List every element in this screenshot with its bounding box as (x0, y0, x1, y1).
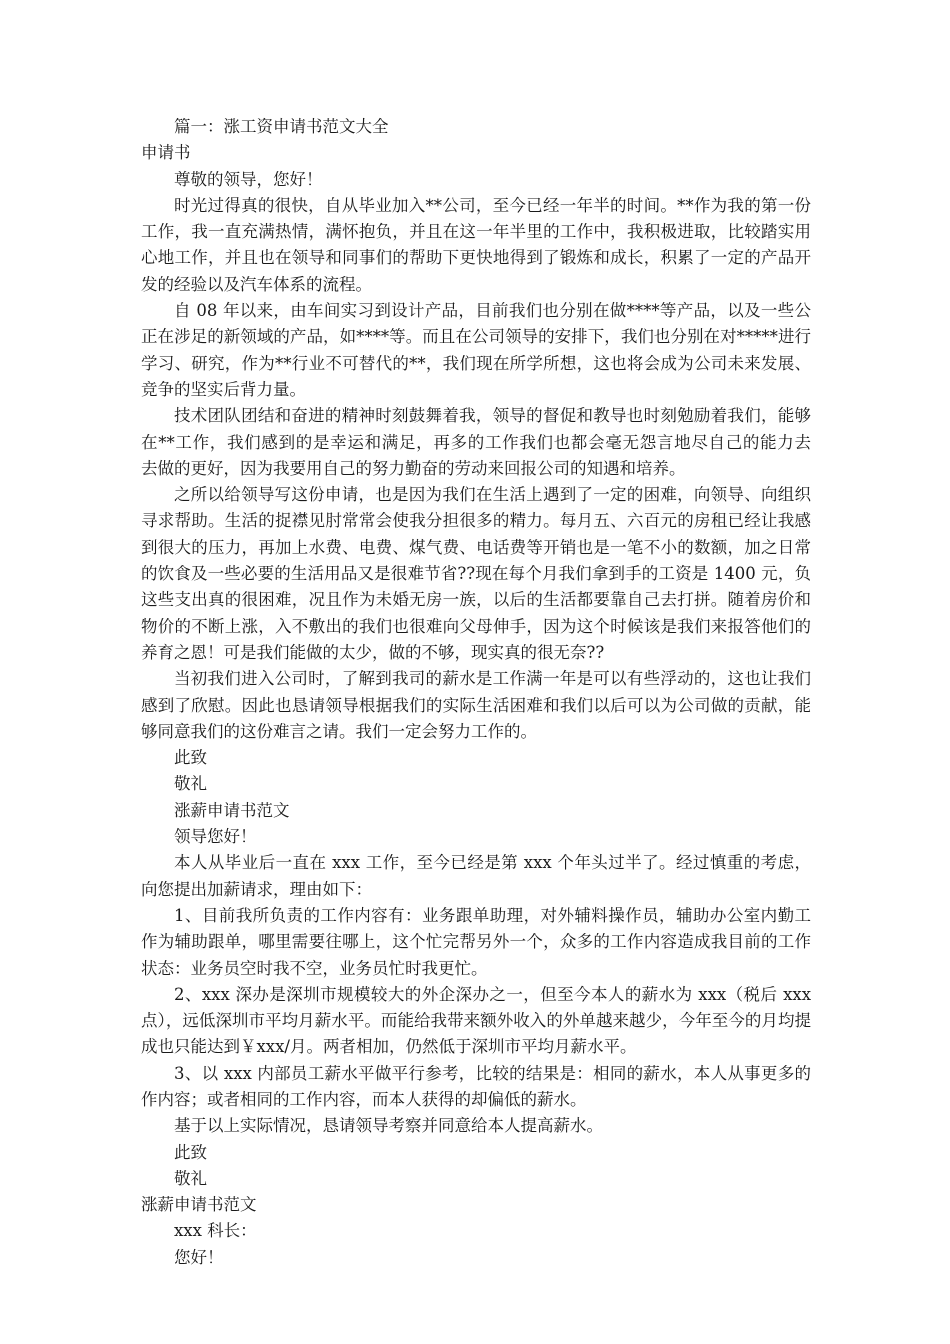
text-line: xxx 科长： (174, 1221, 257, 1241)
text-line: 这些支出真的很困难，况且作为未婚无房一族，以后的生活都要靠自己去打拼。随着房价和 (141, 590, 811, 610)
text-line: 您好！ (174, 1247, 224, 1267)
text-line: 的饮食及一些必要的生活用品又是很难节省??现在每个月我们拿到手的工资是 1400 元，负 (141, 564, 811, 584)
text-line: 时光过得真的很快，自从毕业加入**公司，至今已经一年半的时间。**作为我的第一份 (174, 195, 811, 215)
text-line: 基于以上实际情况，恳请领导考察并同意给本人提高薪水。 (174, 1116, 603, 1136)
text-line: 敬礼 (174, 1168, 207, 1188)
text-line: 在**工作，我们感到的是幸运和满足，再多的工作我们也都会毫无怨言地尽自己的能力去 (141, 432, 811, 452)
text-line: 养育之恩！可是我们能做的太少，做的不够，现实真的很无奈?? (141, 642, 605, 662)
text-line: 到很大的压力，再加上水费、电费、煤气费、电话费等开销也是一笔不小的数额，加之日常 (141, 537, 811, 557)
text-line: 寻求帮助。生活的捉襟见肘常常会使我分担很多的精力。每月五、六百元的房租已经让我感 (141, 511, 811, 531)
text-line: 当初我们进入公司时，了解到我司的薪水是工作满一年是可以有些浮动的，这也让我们 (174, 669, 811, 689)
text-line: 心地工作，并且也在领导和同事们的帮助下更快地得到了锻炼和成长，积累了一定的产品开 (141, 248, 811, 268)
text-line: 学习、研究，作为**行业不可替代的**，我们现在所学所想，这也将会成为公司未来发展、 (141, 353, 811, 373)
text-line: 作为辅助跟单，哪里需要往哪上，这个忙完帮另外一个，众多的工作内容造成我目前的工作 (141, 932, 811, 952)
document-title: 篇一：涨工资申请书范文大全 (174, 117, 389, 136)
text-line: 正在涉足的新领域的产品，如****等。而且在公司领导的安排下，我们也分别在对*****进行 (141, 327, 811, 347)
text-line: 涨薪申请书范文 (141, 1195, 257, 1215)
text-line: 状态：业务员空时我不空，业务员忙时我更忙。 (141, 958, 488, 978)
text-line: 涨薪申请书范文 (174, 800, 290, 820)
text-line: 此致 (174, 1142, 207, 1162)
text-line: 去做的更好，因为我要用自己的努力勤奋的劳动来回报公司的知遇和培养。 (141, 458, 686, 478)
text-line: 点），远低深圳市平均月薪水平。而能给我带来额外收入的外单越来越少，今年至今的月均提 (141, 1011, 811, 1031)
text-line: 感到了欣慰。因此也恳请领导根据我们的实际生活困难和我们以后可以为公司做的贡献，能 (141, 695, 811, 715)
text-line: 发的经验以及汽车体系的流程。 (141, 274, 372, 294)
text-line: 领导您好！ (174, 827, 257, 847)
text-line: 1、目前我所负责的工作内容有：业务跟单助理，对外辅料操作员，辅助办公室内勤工 (174, 905, 811, 925)
text-line: 作内容；或者相同的工作内容，而本人获得的却偏低的薪水。 (141, 1089, 587, 1109)
text-line: 自 08 年以来，由车间实习到设计产品，目前我们也分别在做****等产品，以及一些公 (174, 301, 811, 321)
text-line: 够同意我们的这份难言之请。我们一定会努力工作的。 (141, 721, 537, 741)
text-line: 物价的不断上涨，入不敷出的我们也很难向父母伸手，因为这个时候该是我们来报答他们的 (141, 616, 811, 636)
document-page (141, 114, 811, 1271)
text-line: 2、xxx 深办是深圳市规模较大的外企深办之一，但至今本人的薪水为 xxx（税后 xxx (174, 984, 811, 1004)
text-line: 工作，我一直充满热情，满怀抱负，并且在这一年半里的工作中，我积极进取，比较踏实用 (141, 222, 811, 242)
text-line: 之所以给领导写这份申请，也是因为我们在生活上遇到了一定的困难，向领导、向组织 (174, 485, 811, 505)
text-line: 3、以 xxx 内部员工薪水平做平行参考，比较的结果是：相同的薪水，本人从事更多的 (174, 1063, 811, 1083)
text-line: 技术团队团结和奋进的精神时刻鼓舞着我，领导的督促和教导也时刻勉励着我们，能够 (174, 406, 811, 426)
text-line: 申请书 (141, 143, 191, 163)
text-line: 成也只能达到￥xxx/月。两者相加，仍然低于深圳市平均月薪水平。 (141, 1037, 637, 1057)
text-line: 尊敬的领导，您好！ (174, 169, 323, 189)
text-line: 此致 (174, 748, 207, 768)
text-line: 敬礼 (174, 774, 207, 794)
text-line: 竞争的坚实后背力量。 (141, 379, 306, 399)
document-body (141, 140, 811, 1271)
text-line: 本人从毕业后一直在 xxx 工作，至今已经是第 xxx 个年头过半了。经过慎重的考虑， (174, 853, 811, 873)
text-line: 向您提出加薪请求，理由如下： (141, 879, 372, 899)
